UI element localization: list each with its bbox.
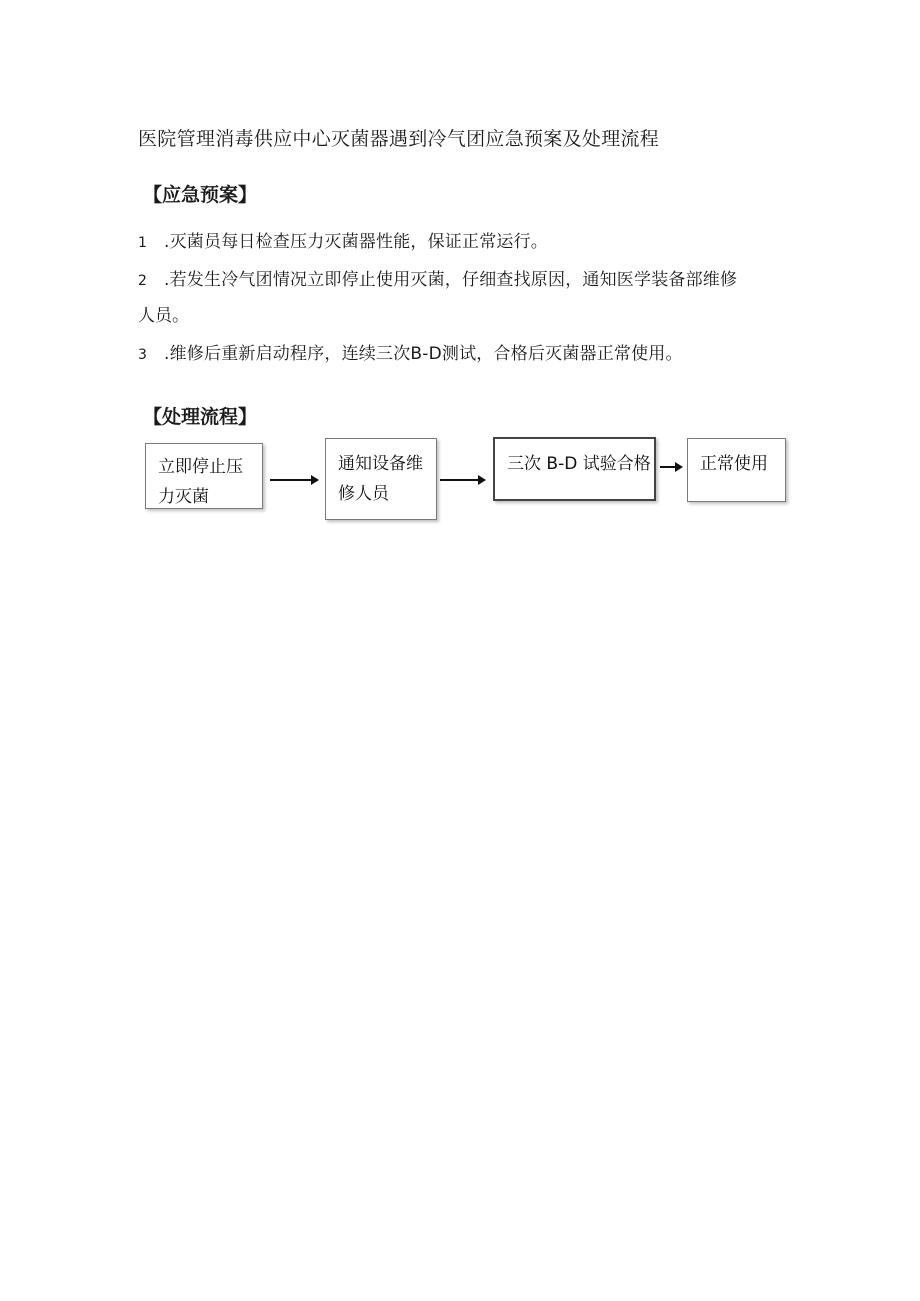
plan-item-text: .灭菌员每日检查压力灭菌器性能，保证正常运行。 — [164, 232, 549, 252]
plan-item-2-continuation: 人员。 — [138, 306, 189, 326]
plan-item-1 — [138, 224, 548, 261]
plan-item-number: 3 — [138, 347, 147, 363]
flow-arrow-right-icon — [660, 466, 681, 468]
plan-item-2 — [138, 262, 737, 299]
plan-item-number: 2 — [138, 273, 147, 289]
plan-item-number: 1 — [138, 235, 147, 251]
flow-arrow-right-icon — [440, 479, 484, 481]
flow-step-notify-repair: 通知设备维修人员 — [325, 438, 437, 520]
flow-step-stop-sterilizer: 立即停止压力灭菌 — [145, 443, 263, 509]
process-flow-heading: 【处理流程】 — [143, 406, 258, 428]
flow-step-normal-use: 正常使用 — [687, 438, 786, 502]
document-title: 医院管理消毒供应中心灭菌器遇到冷气团应急预案及处理流程 — [138, 128, 660, 150]
plan-item-3 — [138, 336, 683, 373]
plan-item-text: .若发生冷气团情况立即停止使用灭菌，仔细查找原因，通知医学装备部维修 — [164, 270, 738, 290]
flow-arrow-right-icon — [270, 479, 317, 481]
emergency-plan-heading: 【应急预案】 — [143, 184, 258, 206]
flow-step-bd-test: 三次 B-D 试验合格 — [493, 437, 656, 501]
plan-item-text: .维修后重新启动程序，连续三次B-D测试，合格后灭菌器正常使用。 — [164, 344, 683, 364]
